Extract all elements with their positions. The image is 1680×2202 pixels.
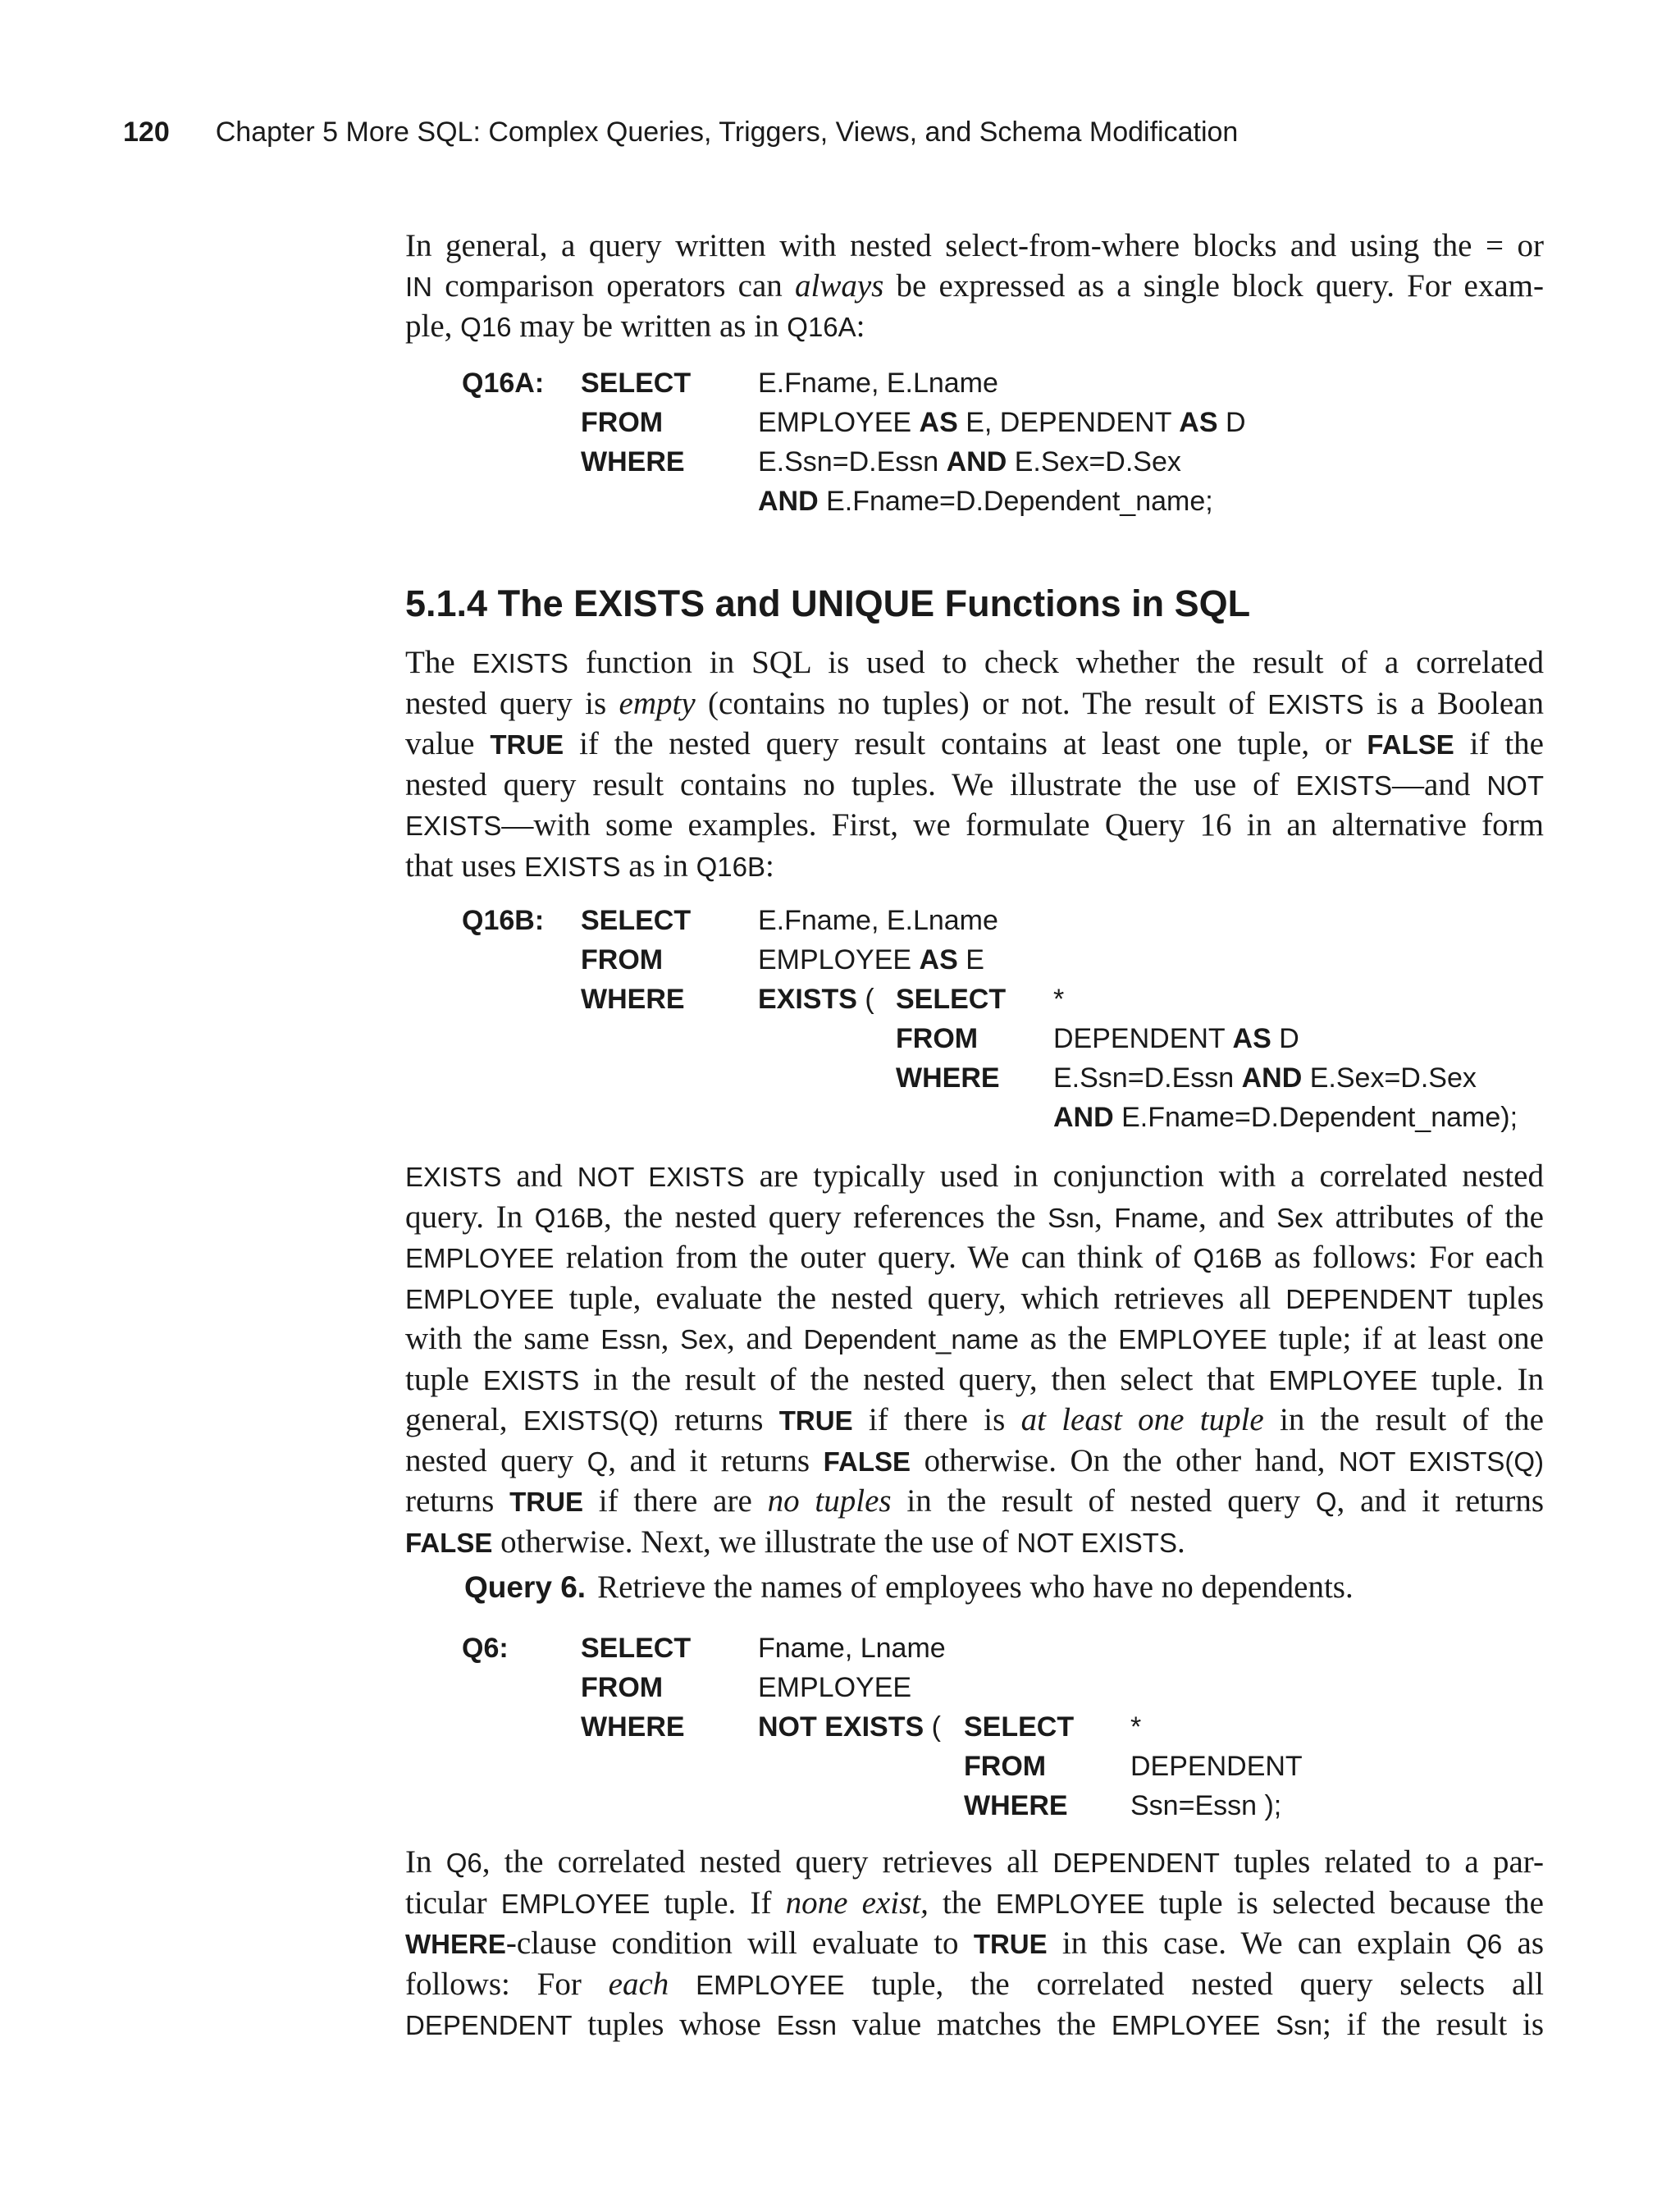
paragraph-exists-intro: The EXISTS function in SQL is used to check whether the result of a correlated nested query is empty (contains no tuples) or not. The result of EXISTS is a Boolean value TRUE if the nested query result contains at least one tuple, or FALSE if the nested query result contains no tuples. We illustrate the use of EXISTS—and NOT EXISTS—with some examples. First, we formulate Query 16 in an alternative form that uses EXISTS as in Q16B: xyxy=(405,645,1544,884)
query-label: Q16B: xyxy=(462,905,545,936)
nested-from-clause: DEPENDENT AS D xyxy=(1053,1023,1299,1054)
paragraph-q6-explanation: In Q6, the correlated nested query retrieves all DEPENDENT tuples related to a par- ticular EMPLOYEE tuple. If none exist, the EMPLOYEE tuple is selected because the WHERE-clause condition will evaluate to TRUE in this case. We can explain Q6 as follows: For each EMPLOYEE tuple, the correlated nested query selects all DEPENDENT tuples whose Essn value matches the EMPLOYEE Ssn; if the result is xyxy=(405,1844,1545,2042)
nested-from-clause: DEPENDENT xyxy=(1130,1751,1303,1782)
nested-keyword-from: FROM xyxy=(964,1751,1047,1782)
query-label: Q6: xyxy=(462,1633,509,1664)
nested-keyword-select: SELECT xyxy=(896,984,1007,1015)
not-exists-clause: NOT EXISTS ( xyxy=(758,1711,941,1743)
paragraph-exists-explanation: EXISTS and NOT EXISTS are typically used in conjunction with a correlated nested query. In Q16B, the nested query references the Ssn, Fname, and Sex attributes of the EMPLOYEE relation from the outer query. We can think of Q16B as follows: For each EMPLOYEE tuple, evaluate the nested query, which retrieves all DEPENDENT tuples with the same Essn, Sex, and Dependent_name as the EMPLOYEE tuple; if at least one tuple EXISTS in the result of the nested query, then select that EMPLOYEE tuple. In general, EXISTS(Q) returns TRUE if there is at least one tuple in the result of the nested query Q, and it returns FALSE otherwise. On the other hand, NOT EXISTS(Q) returns TRUE if there are no tuples in the result of nested query Q, and it returns FALSE otherwise. Next, we illustrate the use of NOT EXISTS. xyxy=(405,1158,1545,1560)
keyword-where: WHERE xyxy=(581,1711,685,1743)
exists-clause: EXISTS ( xyxy=(758,984,874,1015)
keyword-select: SELECT xyxy=(581,1633,692,1664)
from-clause: EMPLOYEE AS E, DEPENDENT AS D xyxy=(758,407,1246,438)
nested-where-clause-continued: AND E.Fname=D.Dependent_name); xyxy=(1053,1102,1518,1133)
nested-select-clause: * xyxy=(1130,1711,1142,1743)
nested-keyword-from: FROM xyxy=(896,1023,979,1054)
page-number: 120 xyxy=(123,116,170,148)
section-heading: 5.1.4 The EXISTS and UNIQUE Functions in SQL xyxy=(405,582,1251,624)
select-clause: Fname, Lname xyxy=(758,1633,946,1664)
running-header xyxy=(123,116,1238,148)
keyword-where: WHERE xyxy=(581,984,685,1015)
nested-keyword-where: WHERE xyxy=(896,1062,1000,1094)
nested-where-clause: Ssn=Essn ); xyxy=(1130,1790,1282,1821)
keyword-select: SELECT xyxy=(581,905,692,936)
where-clause-continued: AND E.Fname=D.Dependent_name; xyxy=(758,486,1213,517)
keyword-where: WHERE xyxy=(581,446,685,477)
nested-keyword-where: WHERE xyxy=(964,1790,1068,1821)
keyword-select: SELECT xyxy=(581,368,692,399)
select-clause: E.Fname, E.Lname xyxy=(758,368,998,399)
where-clause: E.Ssn=D.Essn AND E.Sex=D.Sex xyxy=(758,446,1181,477)
from-clause: EMPLOYEE xyxy=(758,1672,912,1703)
keyword-from: FROM xyxy=(581,944,664,975)
nested-select-clause: * xyxy=(1053,984,1065,1015)
from-clause: EMPLOYEE AS E xyxy=(758,944,984,975)
chapter-title: Chapter 5 More SQL: Complex Queries, Triggers, Views, and Schema Modification xyxy=(215,116,1239,148)
paragraph-intro: In general, a query written with nested select-from-where blocks and using the = or IN comparison operators can always be expressed as a single block query. For exam- ple, Q16 may be written as in Q16A: xyxy=(405,228,1544,344)
query-label: Q16A: xyxy=(462,368,545,399)
nested-where-clause: E.Ssn=D.Essn AND E.Sex=D.Sex xyxy=(1053,1062,1477,1094)
query-6-title xyxy=(464,1569,1354,1606)
select-clause: E.Fname, E.Lname xyxy=(758,905,998,936)
query-description: Retrieve the names of employees who have no dependents. xyxy=(597,1569,1354,1605)
keyword-from: FROM xyxy=(581,1672,664,1703)
query-label: Query 6. xyxy=(464,1570,587,1604)
nested-keyword-select: SELECT xyxy=(964,1711,1075,1743)
keyword-from: FROM xyxy=(581,407,664,438)
